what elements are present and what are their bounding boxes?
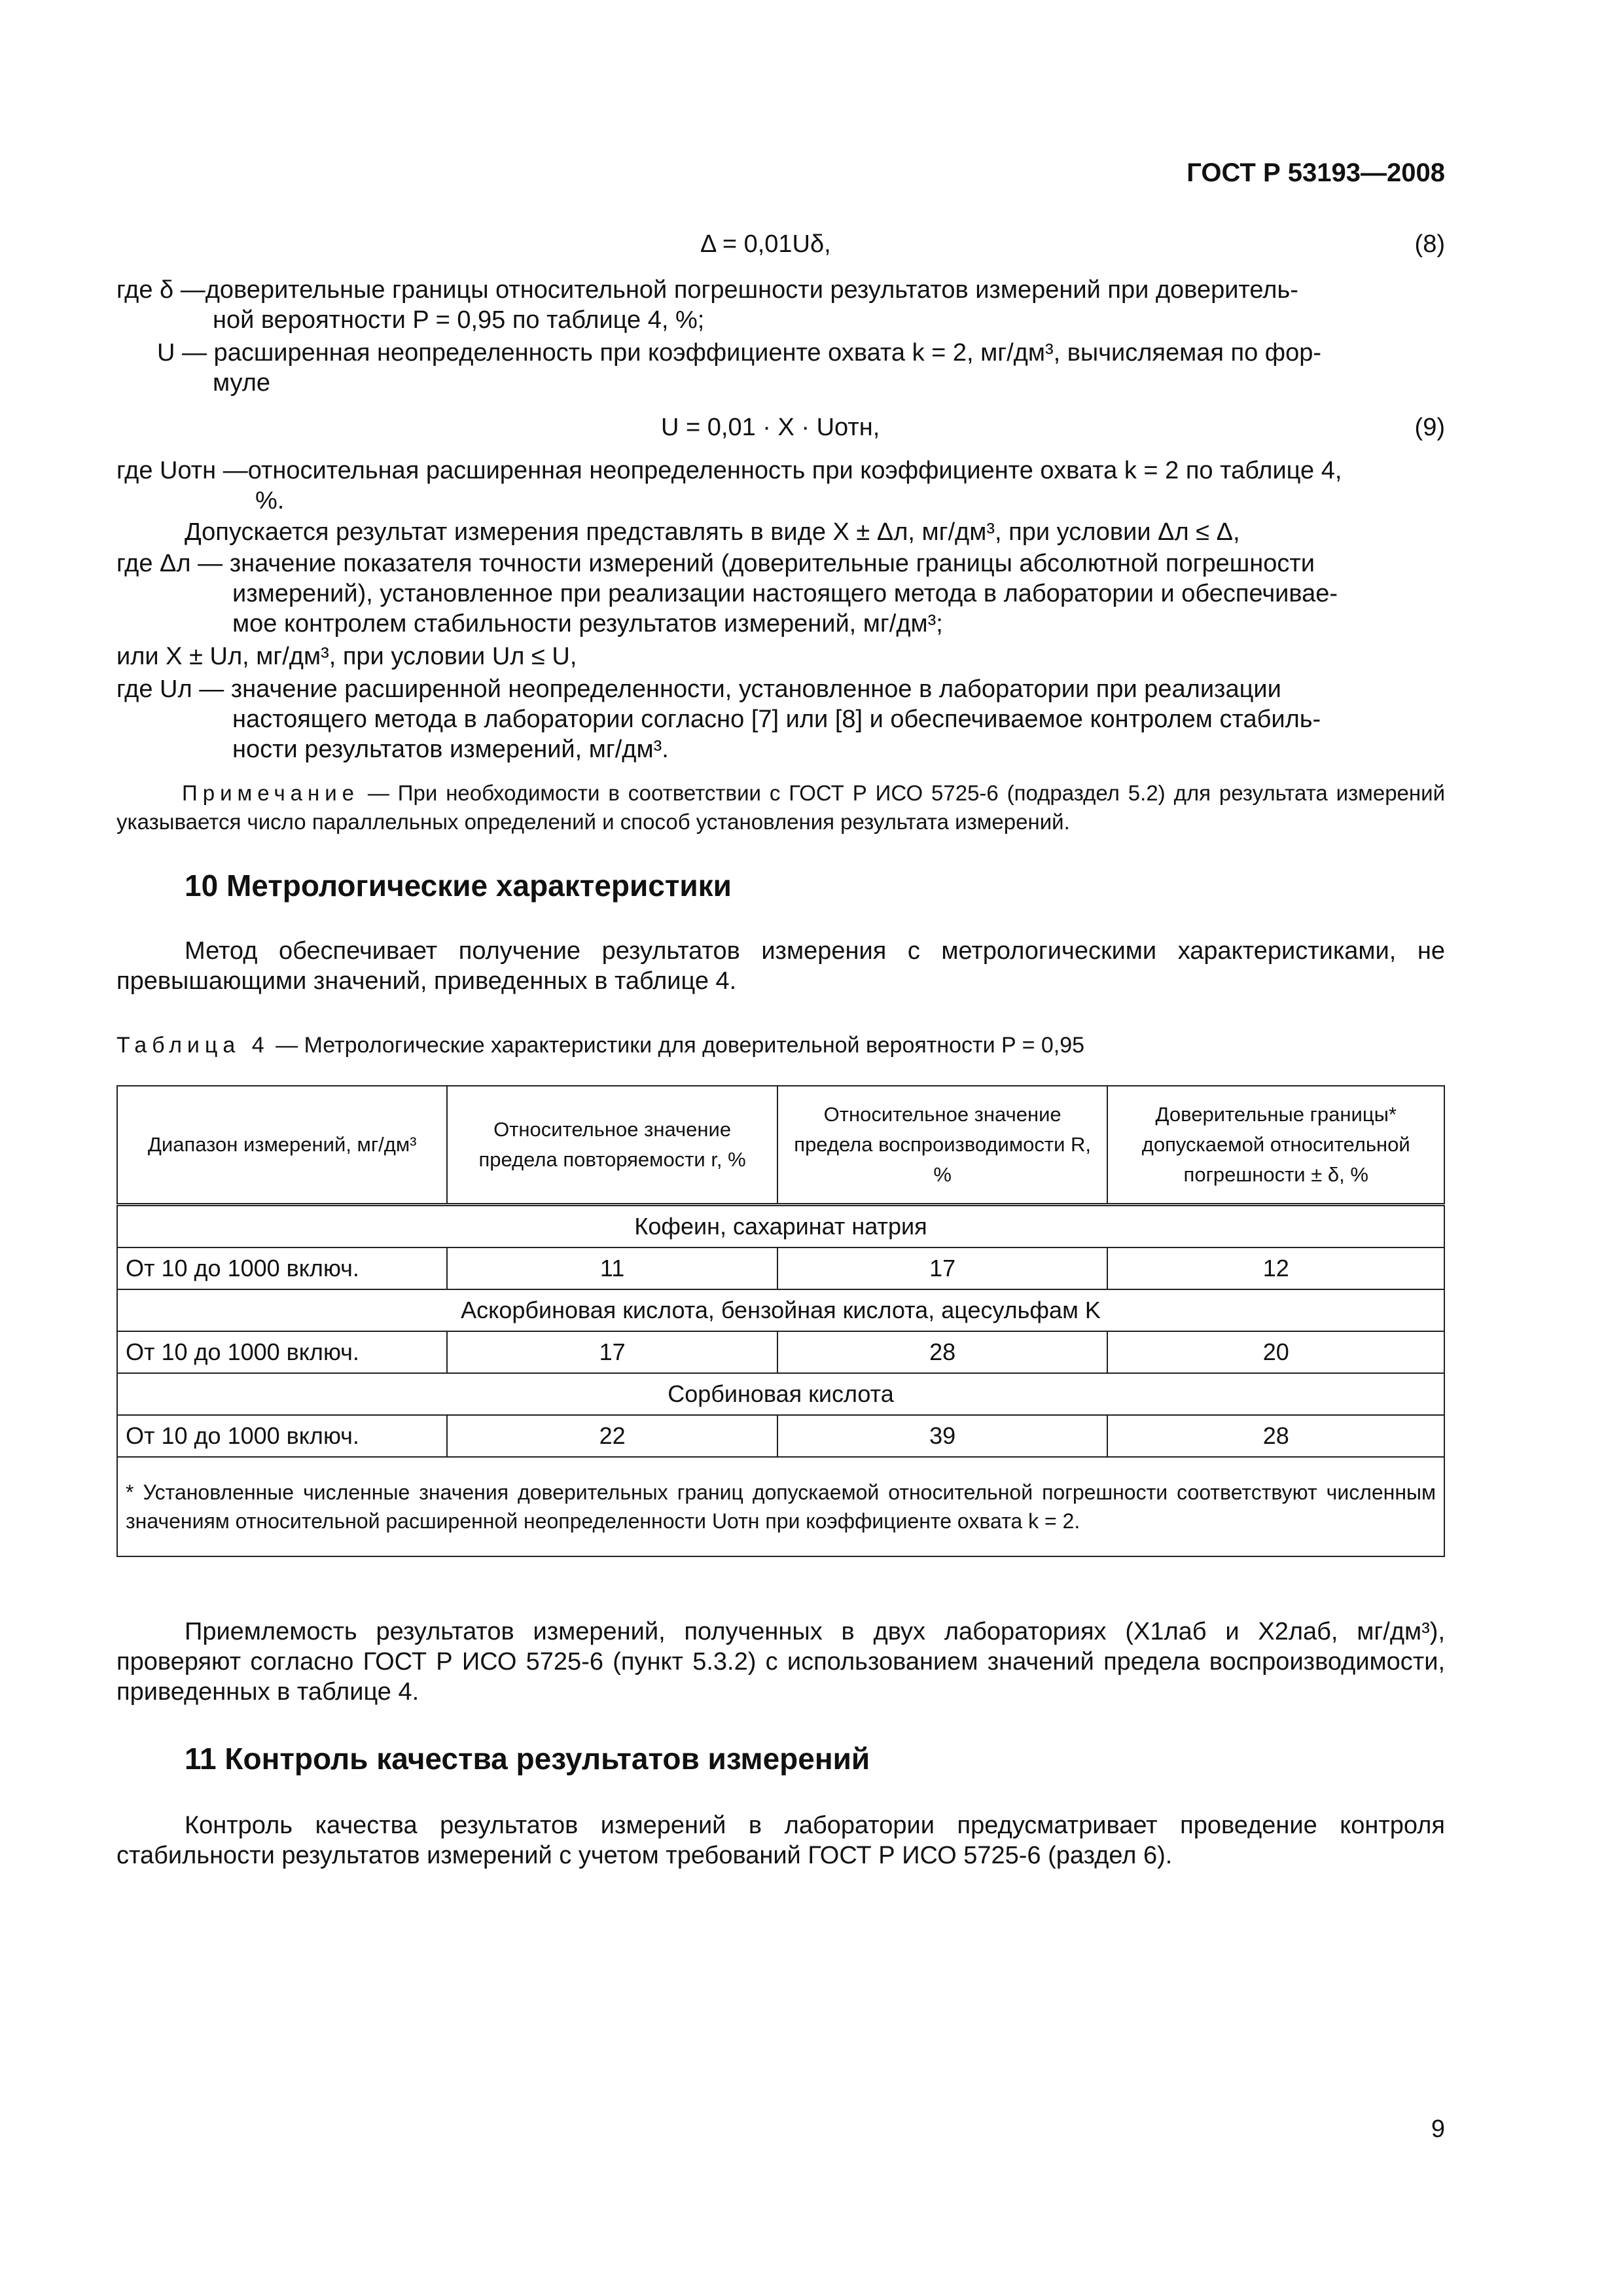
table-header-range: Диапазон измерений, мг/дм³ <box>117 1086 447 1205</box>
allowance-paragraph: Допускается результат измерения представлять в виде X ± Δл, мг/дм³, при условии Δл ≤ Δ, <box>185 518 1240 546</box>
table-header-repeatability: Относительное значение предела повторяемости r, % <box>447 1086 777 1205</box>
note-label: Примечание <box>182 781 360 805</box>
definition-U-l-cont2: ности результатов измерений, мг/дм³. <box>232 736 669 763</box>
table-group-title: Сорбиновая кислота <box>117 1373 1444 1415</box>
or-line: или X ± Uл, мг/дм³, при условии Uл ≤ U, <box>116 643 577 670</box>
table-4 <box>116 1085 1445 1557</box>
table-cell-r: 17 <box>447 1331 777 1373</box>
table-cell-delta: 20 <box>1107 1331 1444 1373</box>
definition-U-l: где Uл — значение расширенной неопределенности, установленное в лаборатории при реализации <box>116 675 1281 703</box>
definition-delta-l: где Δл — значение показателя точности измерений (доверительные границы абсолютной погрешности <box>116 550 1315 577</box>
definition-delta-l-cont1: измерений), установленное при реализации настоящего метода в лаборатории и обеспечивае- <box>232 580 1338 607</box>
section-11-paragraph: Контроль качества результатов измерений в лаборатории предусматривает проведение контроля стабильности результатов измерений с учетом требований ГОСТ Р ИСО 5725-6 (раздел 6). <box>116 1812 1445 1869</box>
table-group-title: Кофеин, сахаринат натрия <box>117 1205 1444 1248</box>
table-group-title: Аскорбиновая кислота, бензойная кислота, ацесульфам K <box>117 1289 1444 1331</box>
table-4-title: — Метрологические характеристики для доверительной вероятности P = 0,95 <box>269 1033 1085 1058</box>
formula-9-number: (9) <box>1414 414 1445 441</box>
definition-delta-cont: ной вероятности P = 0,95 по таблице 4, %; <box>213 306 705 334</box>
table-cell-R: 39 <box>777 1415 1108 1457</box>
table-cell-r: 11 <box>447 1247 777 1289</box>
acceptability-paragraph: Приемлемость результатов измерений, полученных в двух лабораториях (X1лаб и X2лаб, мг/дм³), проверяют согласно ГОСТ Р ИСО 5725-6 (пункт 5.3.2) с использованием значений предела воспроизводимости, приведенных в таблице 4. <box>116 1618 1445 1706</box>
table-cell-r: 22 <box>447 1415 777 1457</box>
section-10-paragraph: Метод обеспечивает получение результатов измерения с метрологическими характеристиками, не превышающими значений, приведенных в таблице 4. <box>116 937 1445 995</box>
table-cell-range: От 10 до 1000 включ. <box>117 1247 447 1289</box>
definition-delta: где δ —доверительные границы относительной погрешности результатов измерений при доверитель- <box>116 276 1298 304</box>
table-cell-delta: 12 <box>1107 1247 1444 1289</box>
table-row <box>117 1415 1444 1457</box>
formula-8-number: (8) <box>1414 230 1445 258</box>
table-header-confidence: Доверительные границы* допускаемой относительной погрешности ± δ, % <box>1107 1086 1444 1205</box>
table-cell-range: От 10 до 1000 включ. <box>117 1415 447 1457</box>
definition-delta-l-cont2: мое контролем стабильности результатов измерений, мг/дм³; <box>232 610 943 637</box>
table-header-reproducibility: Относительное значение предела воспроизводимости R, % <box>777 1086 1108 1205</box>
note <box>116 779 1445 836</box>
definition-U-l-cont1: настоящего метода в лаборатории согласно [7] или [8] и обеспечиваемое контролем стабиль- <box>232 706 1321 733</box>
section-10-heading: 10 Метрологические характеристики <box>185 869 732 903</box>
table-row <box>117 1247 1444 1289</box>
table-row <box>117 1331 1444 1373</box>
document-code: ГОСТ Р 53193—2008 <box>1186 158 1445 187</box>
table-4-caption <box>116 1033 1084 1058</box>
note-text: — При необходимости в соответствии с ГОСТ Р ИСО 5725-6 (подраздел 5.2) для результата измерений указывается число параллельных определений и способ установления результата измерений. <box>116 781 1445 834</box>
page-number: 9 <box>1431 2115 1445 2143</box>
table-4-label: Таблица 4 <box>116 1033 270 1058</box>
definition-Uotn-cont: %. <box>255 487 285 514</box>
formula-8: Δ = 0,01Uδ, <box>700 230 831 258</box>
table-cell-R: 28 <box>777 1331 1108 1373</box>
table-footnote: * Установленные численные значения доверительных границ допускаемой относительной погрешности соответствуют численным значениям относительной расширенной неопределенности Uотн при коэффициенте охвата k = 2. <box>117 1457 1444 1556</box>
section-11-heading: 11 Контроль качества результатов измерений <box>185 1742 870 1776</box>
table-cell-R: 17 <box>777 1247 1108 1289</box>
formula-9: U = 0,01 · X · Uотн, <box>661 414 880 441</box>
definition-Uotn: где Uотн —относительная расширенная неопределенность при коэффициенте охвата k = 2 по таблице 4, <box>116 457 1342 484</box>
table-cell-range: От 10 до 1000 включ. <box>117 1331 447 1373</box>
table-cell-delta: 28 <box>1107 1415 1444 1457</box>
definition-U: U — расширенная неопределенность при коэффициенте охвата k = 2, мг/дм³, вычисляемая по фор- <box>157 339 1321 367</box>
definition-U-cont: муле <box>213 369 271 397</box>
